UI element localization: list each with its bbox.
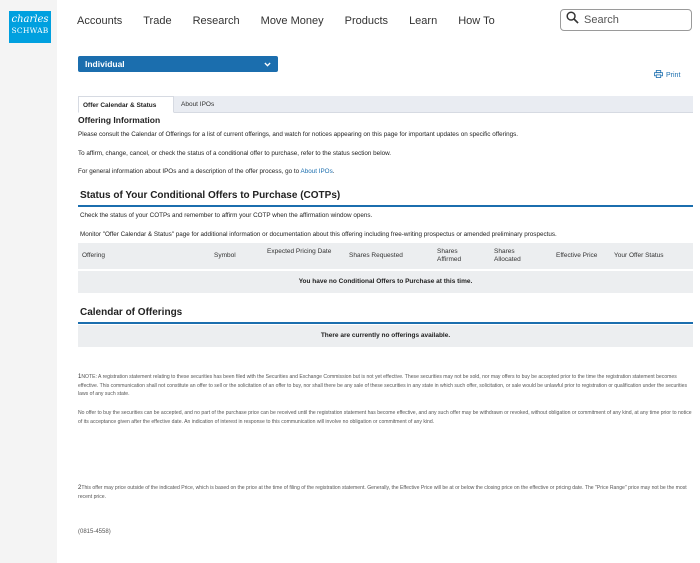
nav-accounts[interactable]: Accounts [77, 15, 123, 27]
account-selected-label: Individual [85, 59, 125, 69]
search-input[interactable] [584, 14, 684, 26]
left-rail [0, 0, 57, 563]
print-button[interactable] [654, 70, 680, 80]
footnote-1b: No offer to buy the securities can be accepted, and no part of the purchase price can be received until the registration statement has become effective, and any such offer may be withdrawn or revoked, without obligation or commitment of any kind, at any time prior to notice of its acceptance given after the effective date. An indication of interest in response to this communication will involve no obligation or commitment of any kind. [78, 410, 692, 425]
calendar-section-heading: Calendar of Offerings [80, 307, 183, 318]
nav-how-to[interactable]: How To [458, 15, 495, 27]
col-shares-allocated: Shares Allocated [494, 248, 521, 263]
nav-move-money[interactable]: Move Money [260, 15, 324, 27]
cotp-table-header [78, 243, 693, 269]
col-shares-affirmed: Shares Affirmed [437, 248, 462, 263]
schwab-logo[interactable] [9, 11, 51, 43]
offering-information-heading: Offering Information [78, 115, 161, 125]
nav-research[interactable]: Research [192, 15, 240, 27]
nav-products[interactable]: Products [344, 15, 389, 27]
footnote-1-marker: 1 [78, 374, 82, 380]
footnote-2 [78, 484, 693, 501]
offering-info-paragraph-1: Please consult the Calendar of Offerings for a list of current offerings, and watch for notices appearing on this page for important updates on specific offerings. [78, 131, 518, 138]
col-shares-requested: Shares Requested [349, 252, 403, 259]
footnote-2-text: This offer may price outside of the indicated Price, which is based on the price at the time of filing of the registration statement. Generally, the Effective Price will be at or below the closing price on the effective or pricing date. The "Price Range" price may not be the most recent price. [78, 485, 687, 500]
calendar-empty-message: There are currently no offerings available. [320, 332, 451, 339]
account-selector[interactable] [78, 56, 278, 72]
tab-offer-calendar-status[interactable]: Offer Calendar & Status [78, 96, 174, 113]
footnote-1-text: NOTE: A registration statement relating to these securities has been filed with the Securities and Exchange Commission but is not yet effective. These securities may not be sold, nor may offers to buy be accepted prior to the time the registration statement becomes effective. This communication shall not constitute an offer to sell or the solicitation of an offer to buy, nor shall there be any sale of these securities in any state in which such offer, solicitation, or sale would be unlawful prior to registration or qualification under the securities laws of any such state. [78, 374, 688, 397]
search-icon [566, 11, 579, 29]
tab-about-ipos[interactable]: About IPOs [181, 101, 215, 108]
col-symbol: Symbol [214, 252, 236, 259]
tabs-bar [78, 96, 693, 113]
print-label: Print [666, 71, 681, 79]
col-expected-pricing-date: Expected Pricing Date [267, 248, 332, 255]
page-code: (0815-4558) [78, 529, 111, 535]
paragraph-3-end: . [332, 168, 335, 175]
cotp-empty-message: You have no Conditional Offers to Purchase at this time. [298, 278, 473, 285]
cotp-section-rule [78, 205, 693, 207]
offering-info-paragraph-2: To affirm, change, cancel, or check the status of a conditional offer to purchase, refer to the status section below. [78, 150, 392, 157]
footnote-2-marker: 2 [78, 485, 82, 491]
footnote-1 [78, 373, 693, 399]
col-effective-price: Effective Price [556, 252, 598, 259]
offering-info-paragraph-3 [78, 168, 334, 175]
nav-trade[interactable]: Trade [143, 15, 172, 27]
chevron-down-icon [264, 59, 271, 69]
cotp-note-1: Check the status of your COTPs and remember to affirm your COTP when the affirmation window opens. [80, 212, 373, 219]
logo-line2: SCHWAB [11, 26, 49, 35]
search-box[interactable] [560, 9, 692, 31]
cotp-note-2: Monitor "Offer Calendar & Status" page for additional information or documentation about this offering including free-writing prospectus or amended preliminary prospectus. [80, 231, 557, 238]
printer-icon [654, 70, 666, 80]
col-offering: Offering [82, 252, 106, 259]
cotp-section-heading: Status of Your Conditional Offers to Purchase (COTPs) [80, 190, 341, 201]
top-navigation [77, 14, 516, 28]
paragraph-3-text: For general information about IPOs and a description of the offer process, go to [78, 168, 301, 175]
logo-line1: charles [11, 14, 49, 25]
nav-learn[interactable]: Learn [409, 15, 438, 27]
col-your-offer-status: Your Offer Status [614, 252, 664, 259]
calendar-section-rule [78, 322, 693, 324]
about-ipos-link[interactable]: About IPOs [300, 168, 333, 175]
